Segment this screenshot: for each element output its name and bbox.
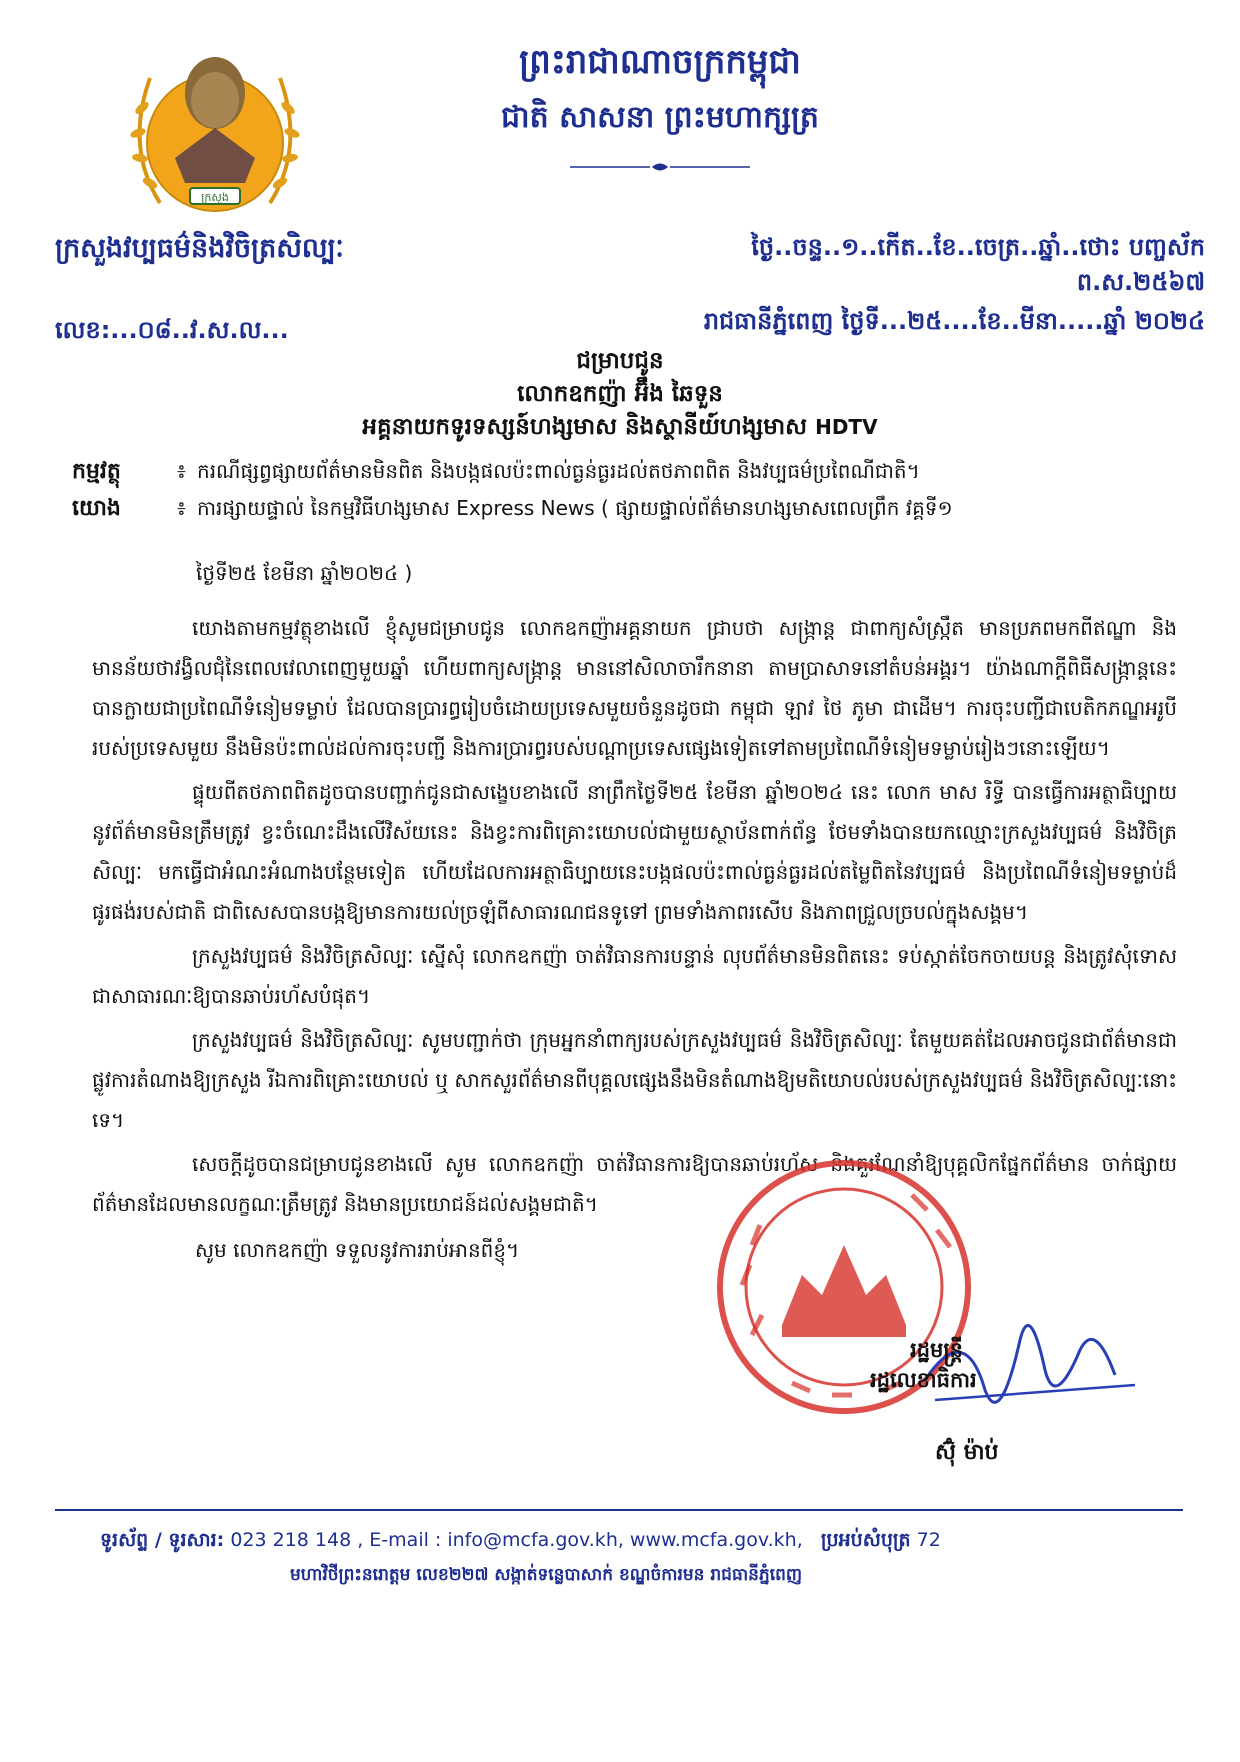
kingdom-title: ព្រះរាជាណាចក្រកម្ពុជា [519,42,801,82]
subject-text: ករណីផ្សព្វផ្សាយព័ត៌មានមិនពិត និងបង្កផលប៉ះពាល់ធ្ងន់ធ្ងរដល់តថភាពពិត និងវប្បធម៌ប្រពៃណីជាតិ។ [197,459,920,483]
reference-number: លេខ:...០៨..វ.ស.ល... [55,316,289,344]
ministry-emblem [120,38,310,228]
reference-row [72,490,953,527]
recipient-block [200,345,1040,444]
reference-text: ការផ្សាយផ្ទាល់ នៃកម្មវិធីហង្សមាស Express News ( ផ្សាយផ្ទាល់ព័ត៌មានហង្សមាសពេលព្រឹក វគ្គទី១ [197,496,953,520]
lunar-date: ថ្ងៃ..ចន្ទ..១..កើត..ខែ..ចេត្រ..ឆ្នាំ..ថោះ បញ្ចស័ក ព.ស.២៥៦៧ [751,233,1205,296]
recipient-title: អគ្គនាយកទូរទស្សន៍ហង្សមាស និងស្ថានីយ៍ហង្សមាស [362,414,808,440]
recipient-org-suffix: HDTV [815,415,878,439]
signer-title-line1: រដ្ឋមន្ត្រី [910,1338,963,1362]
emblem-label: ក្រសួង [201,191,229,204]
subject-row [72,453,920,490]
footer-contact-info: 023 218 148 , E-mail : info@mcfa.gov.kh, www.mcfa.gov.kh, [230,1529,803,1551]
signer-title-line2: រដ្ឋលេខាធិការ [870,1368,977,1392]
letter-body [92,608,1177,1228]
body-paragraph: យោងតាមកម្មវត្ថុខាងលើ ខ្ញុំសូមជម្រាបជូន លោកឧកញ៉ាអគ្គនាយក ជ្រាបថា សង្ក្រាន្ត ជាពាក្យសំស្ក្រឹត មានប្រភពមកពីឥណ្ឌា និងមានន័យថាវង្វិលជុំនៃពេលវេលាពេញមួយឆ្នាំ ហើយពាក្យសង្ក្រាន្ត មាននៅសិលាចារឹកនានា តាមប្រាសាទនៅតំបន់អង្គរ។ យ៉ាងណាក្តីពិធីសង្ក្រាន្តនេះ បានក្លាយជាប្រពៃណីទំនៀមទម្លាប់ ដែលបានប្រារព្ធរៀបចំដោយប្រទេសមួយចំនួនដូចជា កម្ពុជា ឡាវ ថៃ ភូមា ជាដើម។ ការចុះបញ្ជីជាបេតិកភណ្ឌអរូបីរបស់ប្រទេសមួយ នឹងមិនប៉ះពាល់ដល់ការចុះបញ្ជី និងការប្រារព្ធរបស់បណ្តាប្រទេសផ្សេងទៀតទៅតាមប្រពៃណីទំនៀមទម្លាប់រៀងៗនោះឡើយ។ [92,616,1177,760]
footer-contact [100,1528,1180,1556]
body-paragraph: ក្រសួងវប្បធម៌ និងវិចិត្រសិល្បៈ សូមបញ្ជាក់ថា ក្រុមអ្នកនាំពាក្យរបស់ក្រសួងវប្បធម៌ និងវិចិត្រសិល្បៈ តែមួយគត់ដែលអាចជូនជាព័ត៌មានជាផ្លូវការតំណាងឱ្យក្រសួង រីឯការពិគ្រោះយោបល់ ឬ សាកសួរព័ត៌មានពីបុគ្គលផ្សេងនឹងមិនតំណាងឱ្យមតិយោបល់របស់ក្រសួងវប្បធម៌ និងវិចិត្រសិល្បៈនោះទេ។ [92,1028,1177,1132]
footer-pobox-label: ប្រអប់សំបុត្រ [820,1529,911,1551]
national-motto: ជាតិ សាសនា ព្រះមហាក្សត្រ [501,100,819,135]
body-paragraph: ក្រសួងវប្បធម៌ និងវិចិត្រសិល្បៈ ស្នើសុំ លោកឧកញ៉ា ចាត់វិធានការបន្ទាន់ លុបព័ត៌មានមិនពិតនេះ ទប់ស្កាត់ចែកចាយបន្ត និងត្រូវសុំទោសជាសាធារណៈឱ្យបានឆាប់រហ័សបំផុត។ [92,944,1177,1008]
footer-divider [55,1509,1183,1511]
footer-pobox: 72 [916,1529,941,1551]
ministry-name: ក្រសួងវប្បធម៌និងវិចិត្រសិល្បៈ [55,233,344,264]
reference-label: យោង [72,496,121,521]
header-ornament [560,160,760,174]
reference-colon: ៖ [177,496,186,520]
subject-colon: ៖ [177,459,186,483]
subject-label: កម្មវត្ថុ [72,459,121,484]
recipient-name: លោកឧកញ៉ា អ៊ឹង ឆៃទួន [517,381,723,407]
body-paragraph: សេចក្តីដូចបានជម្រាបជូនខាងលើ សូម លោកឧកញ៉ា ចាត់វិធានការឱ្យបានឆាប់រហ័ស និងគួរណែនាំឱ្យបុគ្គលិកផ្នែកព័ត៌មាន ចាក់ផ្សាយព័ត៌មានដែលមានលក្ខណៈត្រឹមត្រូវ និងមានប្រយោជន៍ដល់សង្គមជាតិ។ [92,1152,1177,1216]
signer-title [870,1335,977,1395]
footer-address: មហាវិថីព្រះនរោត្តម លេខ២២៧ សង្កាត់ទន្លេបាសាក់ ខណ្ឌចំការមន រាជធានីភ្នំពេញ [290,1565,803,1585]
signer-name: ស៊ុំ ម៉ាប់ [935,1440,999,1465]
footer-phone-label: ទូរស័ព្ទ / ទូរសារ: [100,1529,225,1551]
closing-line: សូម លោកឧកញ៉ា ទទួលនូវការរាប់អានពីខ្ញុំ។ [195,1238,520,1262]
body-paragraph: ផ្ទុយពីតថភាពពិតដូចបានបញ្ជាក់ជូនជាសង្ខេបខាងលើ នាព្រឹកថ្ងៃទី២៥ ខែមីនា ឆ្នាំ២០២៤ នេះ លោក មាស រិទ្ធី បានធ្វើការអត្ថាធិប្បាយនូវព័ត៌មានមិនត្រឹមត្រូវ ខ្វះចំណេះដឹងលើវិស័យនេះ និងខ្វះការពិគ្រោះយោបល់ជាមួយស្ថាប័នពាក់ព័ន្ធ ថែមទាំងបានយកឈ្មោះក្រសួងវប្បធម៌ និងវិចិត្រសិល្បៈ មកធ្វើជាអំណះអំណាងបន្ថែមទៀត ហើយដែលការអត្ថាធិប្បាយនេះបង្កផលប៉ះពាល់ធ្ងន់ធ្ងរដល់តម្លៃពិតនៃវប្បធម៌ និងប្រពៃណីទំនៀមទម្លាប់ដ៏ផូរផង់របស់ជាតិ ជាពិសេសបានបង្កឱ្យមានការយល់ច្រឡំពីសាធារណជនទូទៅ ព្រមទាំងភាពរសើប និងភាពជ្រួលច្របល់ក្នុងសង្គម។ [92,780,1177,924]
reference-text-line2: ថ្ងៃទី២៥ ខែមីនា ឆ្នាំ២០២៤ ) [196,561,413,585]
place-and-date: រាជធានីភ្នំពេញ ថ្ងៃទី...២៥....ខែ..មីនា.....ឆ្នាំ ២០២៤ [703,307,1205,335]
recipient-intro: ជម្រាបជូន [576,348,664,374]
recipient-title-line [200,411,1040,444]
